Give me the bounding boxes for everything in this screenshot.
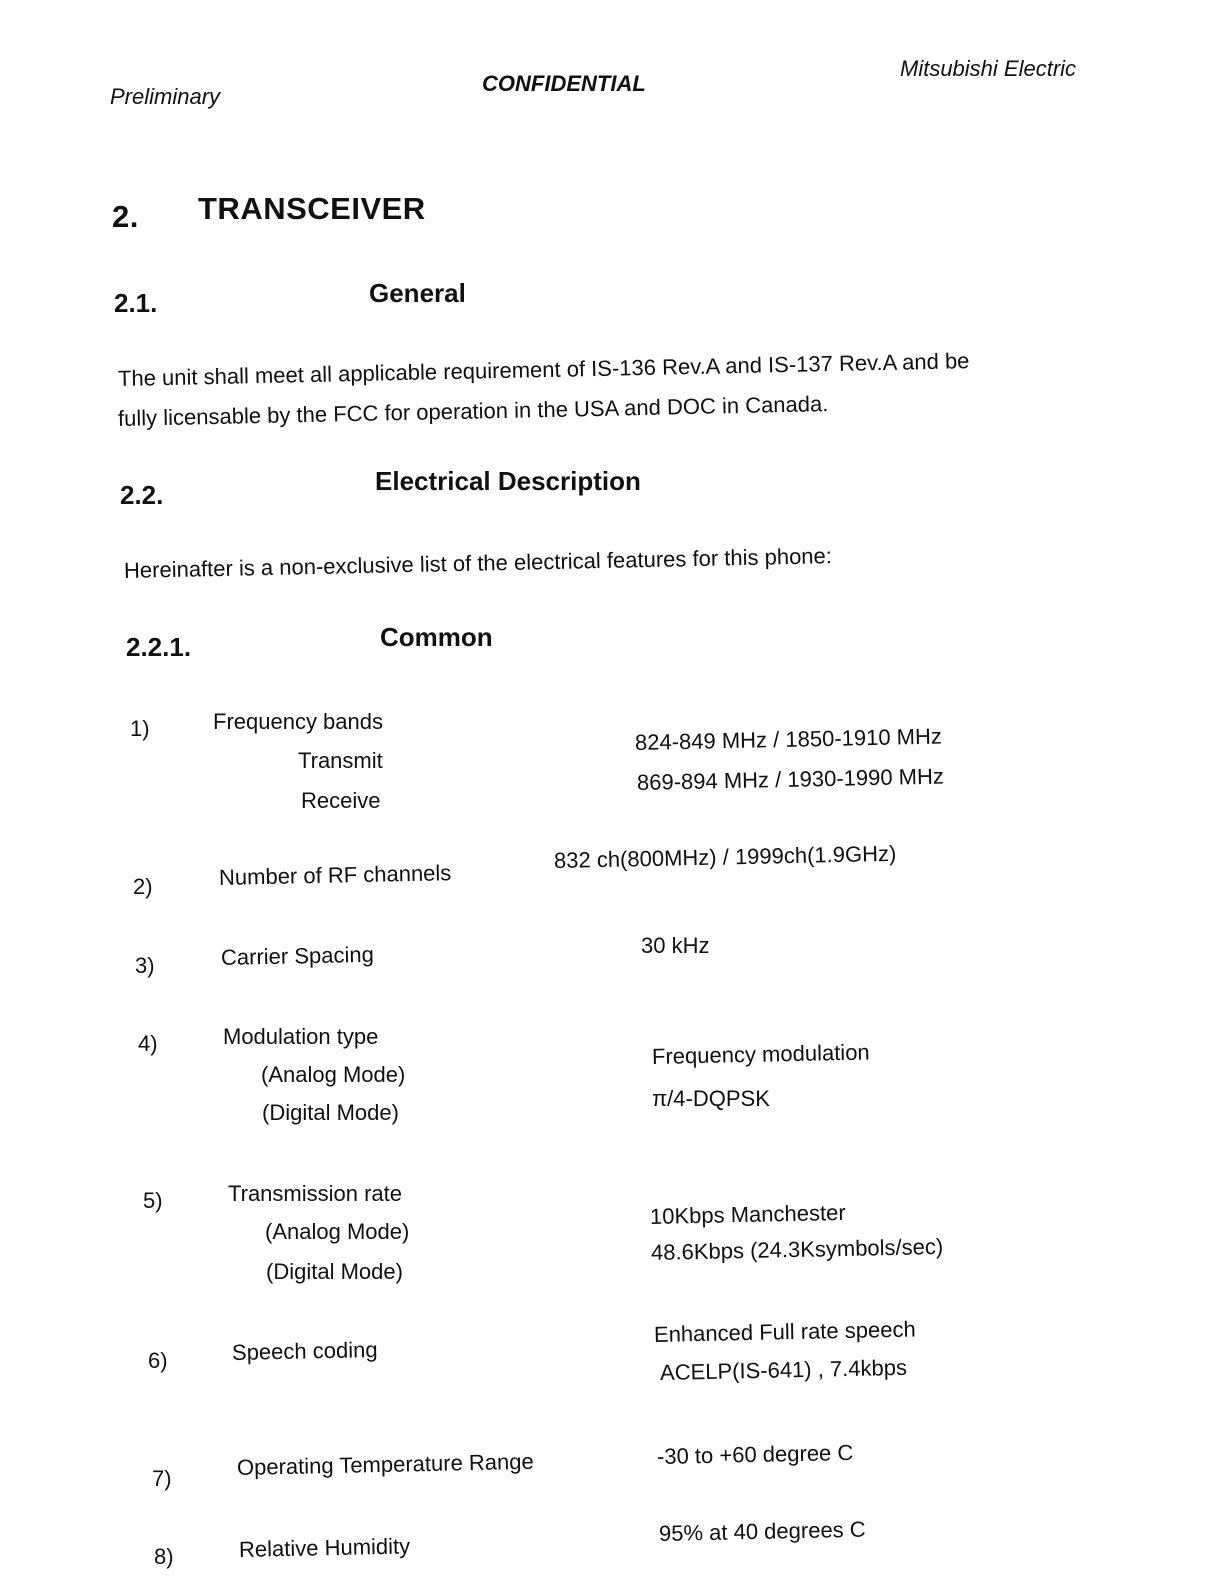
item-label: Carrier Spacing <box>220 941 375 970</box>
item-value: 30 kHz <box>641 933 710 958</box>
item-label: Speech coding <box>231 1336 378 1365</box>
item-sublabel: (Analog Mode) <box>265 1219 410 1244</box>
general-title: General <box>369 278 466 308</box>
item-number: 5) <box>143 1188 163 1213</box>
item-number: 6) <box>148 1348 168 1373</box>
item-number: 4) <box>138 1031 158 1056</box>
header-company: Mitsubishi Electric <box>900 56 1077 81</box>
item-value: 48.6Kbps (24.3Ksymbols/sec) <box>650 1233 944 1265</box>
item-value: π/4-DQPSK <box>652 1086 770 1111</box>
item-label: Number of RF channels <box>218 860 452 890</box>
general-paragraph-line1: The unit shall meet all applicable requirement of IS-136 Rev.A and IS-137 Rev.A and be <box>117 348 970 391</box>
item-value: 824-849 MHz / 1850-1910 MHz <box>634 723 943 755</box>
common-title: Common <box>380 622 493 652</box>
item-number: 7) <box>152 1466 172 1491</box>
item-value: Enhanced Full rate speech <box>653 1316 916 1347</box>
item-number: 8) <box>154 1544 174 1569</box>
item-value: ACELP(IS-641) , 7.4kbps <box>659 1354 908 1385</box>
item-value: -30 to +60 degree C <box>656 1439 854 1469</box>
general-paragraph-line2: fully licensable by the FCC for operation in the USA and DOC in Canada. <box>117 391 829 431</box>
item-label: Modulation type <box>223 1024 379 1049</box>
item-value: 95% at 40 degrees C <box>658 1516 866 1546</box>
item-number: 2) <box>133 874 153 899</box>
general-number: 2.1. <box>114 288 158 318</box>
section-title: TRANSCEIVER <box>198 191 426 226</box>
electrical-intro: Hereinafter is a non-exclusive list of the electrical features for this phone: <box>123 543 833 583</box>
common-number: 2.2.1. <box>126 632 192 662</box>
item-value: 869-894 MHz / 1930-1990 MHz <box>636 763 945 795</box>
section-number: 2. <box>112 199 139 234</box>
item-sublabel: Receive <box>301 788 381 813</box>
header-confidential: CONFIDENTIAL <box>482 71 646 96</box>
item-label: Operating Temperature Range <box>236 1448 534 1480</box>
item-value: 10Kbps Manchester <box>649 1199 846 1229</box>
item-sublabel: (Digital Mode) <box>266 1259 403 1284</box>
item-value: Frequency modulation <box>651 1039 870 1069</box>
item-number: 3) <box>135 953 155 978</box>
item-value: 832 ch(800MHz) / 1999ch(1.9GHz) <box>553 840 897 873</box>
item-sublabel: Transmit <box>298 748 383 773</box>
item-sublabel: (Analog Mode) <box>261 1062 406 1087</box>
item-number: 1) <box>130 716 150 741</box>
item-label: Frequency bands <box>213 709 383 734</box>
item-label: Transmission rate <box>228 1181 403 1206</box>
item-sublabel: (Digital Mode) <box>262 1100 399 1125</box>
electrical-number: 2.2. <box>120 480 164 510</box>
electrical-title: Electrical Description <box>375 466 641 496</box>
header-preliminary: Preliminary <box>110 84 221 109</box>
item-label: Relative Humidity <box>238 1533 411 1562</box>
